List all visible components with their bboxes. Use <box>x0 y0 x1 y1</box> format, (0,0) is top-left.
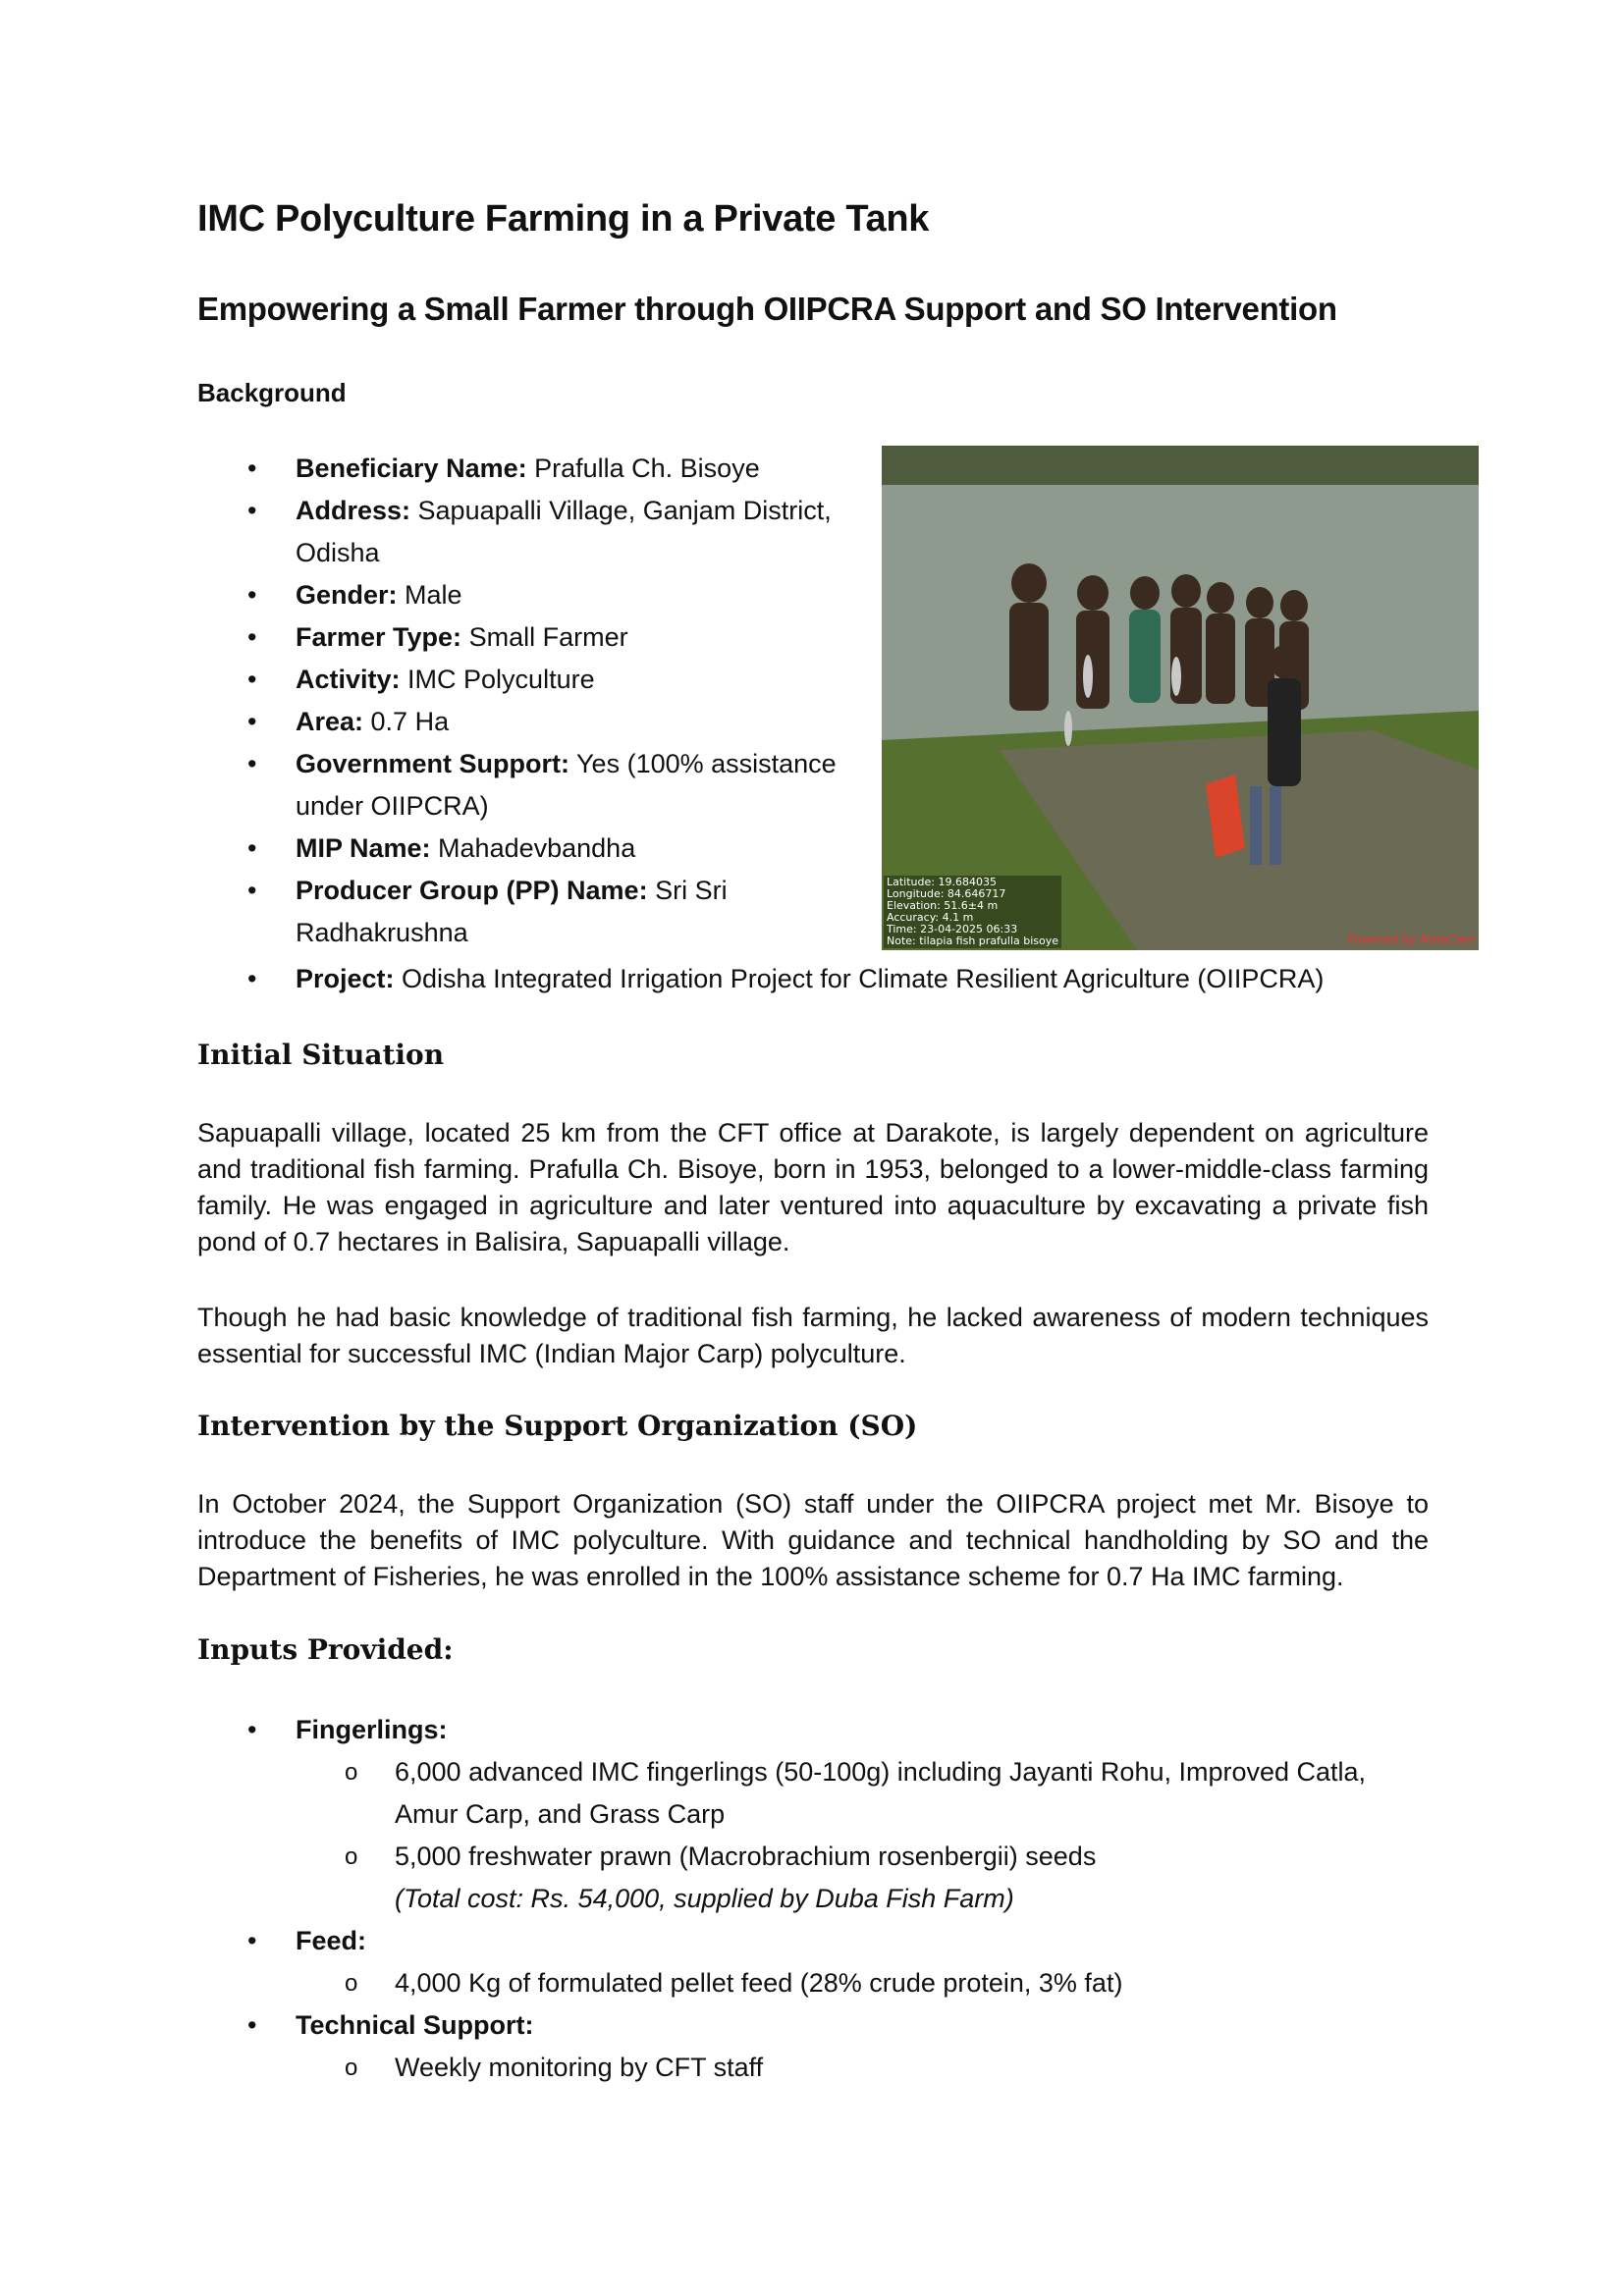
list-item: • Project: Odisha Integrated Irrigation Project for Climate Resilient Agriculture (OIIPCRA) <box>197 958 1474 1000</box>
list-item-feed: • Feed: o 4,000 Kg of formulated pellet feed (28% crude protein, 3% fat) <box>197 1920 1474 2004</box>
farmers-photo <box>882 446 1479 950</box>
initial-situation-paragraph-1: Sapuapalli village, located 25 km from the CFT office at Darakote, is largely dependent on agriculture and traditional fish farming. Prafulla Ch. Bisoye, born in 1953, belonged to a lower-middle-class farming family. He was engaged in agriculture and later ventured into aquaculture by excavating a private fish pond of 0.7 hectares in Balisira, Sapuapalli village. <box>197 1118 1429 1256</box>
sub-list-item: o 6,000 advanced IMC fingerlings (50-100g) including Jayanti Rohu, Improved Catla, Amur Carp, and Grass Carp <box>197 1751 1474 1836</box>
list-item: • MIP Name: Mahadevbandha <box>197 828 885 870</box>
list-item: • Gender: Male <box>197 574 885 616</box>
photo-illustration <box>882 446 1479 950</box>
inputs-heading: Inputs Provided: <box>197 1633 454 1666</box>
photo-watermark: Powered by NoteCam <box>1347 933 1475 946</box>
project-list <box>197 958 1474 1000</box>
list-item: • Farmer Type: Small Farmer <box>197 616 885 659</box>
sub-list-item: o 5,000 freshwater prawn (Macrobrachium rosenbergii) seeds (Total cost: Rs. 54,000, supplied by Duba Fish Farm) <box>197 1836 1474 1920</box>
initial-situation-heading: Initial Situation <box>197 1039 445 1071</box>
list-item: • Area: 0.7 Ha <box>197 701 885 743</box>
list-item: • Activity: IMC Polyculture <box>197 659 885 701</box>
page-subtitle: Empowering a Small Farmer through OIIPCRA Support and SO Intervention <box>197 291 1337 327</box>
list-item: • Address: Sapuapalli Village, Ganjam District, Odisha <box>197 490 885 574</box>
list-item: • Government Support: Yes (100% assistance under OIIPCRA) <box>197 743 885 828</box>
list-item-technical-support: • Technical Support: o Weekly monitoring by CFT staff <box>197 2004 1474 2089</box>
sub-list-item: o 4,000 Kg of formulated pellet feed (28% crude protein, 3% fat) <box>197 1962 1474 2004</box>
intervention-heading: Intervention by the Support Organization (SO) <box>197 1410 918 1442</box>
background-list <box>197 448 885 954</box>
sub-list-item: o Weekly monitoring by CFT staff <box>197 2047 1474 2089</box>
intervention-paragraph: In October 2024, the Support Organization (SO) staff under the OIIPCRA project met Mr. Bisoye to introduce the benefits of IMC polyculture. With guidance and technical handholding by SO and the Department of Fisheries, he was enrolled in the 100% assistance scheme for 0.7 Ha IMC farming. <box>197 1489 1429 1591</box>
initial-situation-paragraph-2: Though he had basic knowledge of traditional fish farming, he lacked awareness of modern techniques essential for successful IMC (Indian Major Carp) polyculture. <box>197 1303 1429 1368</box>
list-item: • Beneficiary Name: Prafulla Ch. Bisoye <box>197 448 885 490</box>
page-title: IMC Polyculture Farming in a Private Tank <box>197 198 930 240</box>
list-item-fingerlings: • Fingerlings: o 6,000 advanced IMC fingerlings (50-100g) including Jayanti Rohu, Improved Catla, Amur Carp, and Grass Carp o 5,000 freshwater prawn (Macrobrachium rosenbergii) seeds (Total cost: Rs. 54,000, supplied by Duba Fish Farm) <box>197 1709 1474 1920</box>
background-heading: Background <box>197 378 347 407</box>
photo-gps-stamp: Latitude: 19.684035 Longitude: 84.646717 Elevation: 51.6±4 m Accuracy: 4.1 m Time: 23-04-2025 06:33 Note: tilapia fish prafulla bisoye <box>884 876 1061 948</box>
inputs-list <box>197 1709 1474 2089</box>
list-item: • Producer Group (PP) Name: Sri Sri Radhakrushna <box>197 870 885 954</box>
